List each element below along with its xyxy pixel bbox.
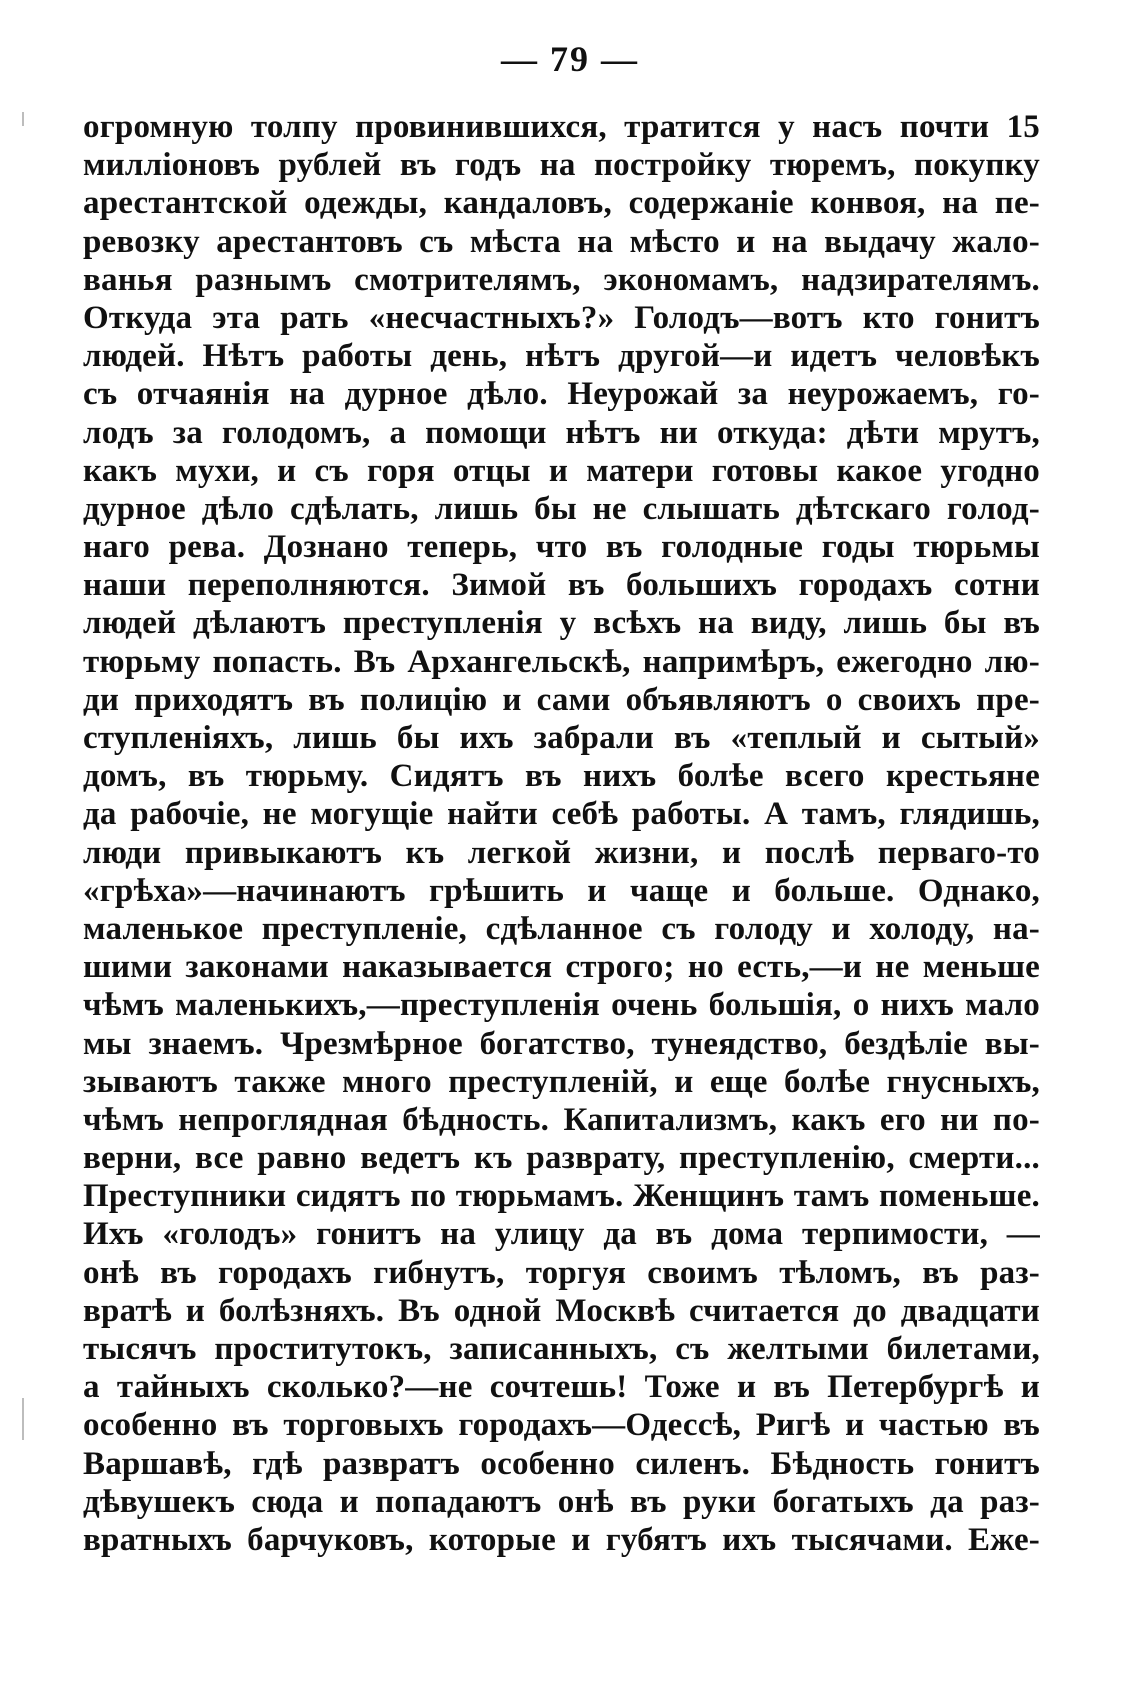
- text-line: зываютъ также много преступленій, и еще болѣе гнусныхъ,: [83, 1063, 1040, 1100]
- text-line: ди приходятъ въ полицію и сами объявляютъ о своихъ пре-: [83, 681, 1040, 718]
- text-line: людей. Нѣтъ работы день, нѣтъ другой—и идетъ человѣкъ: [83, 338, 1040, 375]
- text-line: мы знаемъ. Чрезмѣрное богатство, тунеядство, бездѣліе вы-: [83, 1025, 1040, 1062]
- text-line: особенно въ торговыхъ городахъ—Одессѣ, Ригѣ и частью въ: [83, 1407, 1040, 1444]
- text-line: шими законами наказывается строго; но есть,—и не меньше: [83, 949, 1040, 986]
- margin-mark: [22, 1398, 24, 1440]
- text-line: онѣ въ городахъ гибнутъ, торгуя своимъ тѣломъ, въ раз-: [83, 1254, 1040, 1291]
- margin-mark: [22, 112, 24, 126]
- text-line: вратѣ и болѣзняхъ. Въ одной Москвѣ считается до двадцати: [83, 1292, 1040, 1329]
- text-line: а тайныхъ сколько?—не сочтешь! Тоже и въ Петербургѣ и: [83, 1369, 1040, 1406]
- text-line: ступленіяхъ, лишь бы ихъ забрали въ «теплый и сытый»: [83, 720, 1040, 756]
- text-line: дѣвушекъ сюда и попадаютъ онѣ въ руки богатыхъ да раз-: [83, 1483, 1040, 1520]
- text-line: да рабочіе, не могущіе найти себѣ работы. А тамъ, глядишь,: [83, 796, 1040, 833]
- text-line: верни, все равно ведетъ къ разврату, преступленію, смерти...: [83, 1140, 1040, 1177]
- text-line: милліоновъ рублей въ годъ на постройку тюремъ, покупку: [83, 147, 1040, 184]
- text-line: чѣмъ маленькихъ,—преступленія очень большія, о нихъ мало: [83, 987, 1040, 1024]
- text-line: дурное дѣло сдѣлать, лишь бы не слышать дѣтскаго голод-: [83, 490, 1040, 527]
- text-line: Варшавѣ, гдѣ развратъ особенно силенъ. Бѣдность гонитъ: [83, 1445, 1040, 1482]
- text-line: «грѣха»—начинаютъ грѣшить и чаще и больше. Однако,: [83, 872, 1040, 909]
- text-line: вратныхъ барчуковъ, которые и губятъ ихъ тысячами. Еже-: [83, 1521, 1040, 1558]
- text-line: Преступники сидятъ по тюрьмамъ. Женщинъ тамъ поменьше.: [83, 1178, 1040, 1215]
- text-line: какъ мухи, и съ горя отцы и матери готовы какое угодно: [83, 452, 1040, 489]
- text-line: лодъ за голодомъ, а помощи нѣтъ ни откуда: дѣти мрутъ,: [83, 414, 1040, 451]
- text-line: Ихъ «голодъ» гонитъ на улицу да въ дома терпимости, —: [83, 1216, 1040, 1253]
- text-line: ревозку арестантовъ съ мѣста на мѣсто и на выдачу жало-: [83, 223, 1040, 260]
- text-line: огромную толпу провинившихся, тратится у насъ почти 15: [83, 109, 1040, 145]
- text-line: ванья разнымъ смотрителямъ, экономамъ, надзирателямъ.: [83, 261, 1040, 298]
- text-line: наши переполняются. Зимой въ большихъ городахъ сотни: [83, 567, 1040, 604]
- text-line: чѣмъ непроглядная бѣдность. Капитализмъ, какъ его ни по-: [83, 1101, 1040, 1138]
- text-line: съ отчаянія на дурное дѣло. Неурожай за неурожаемъ, го-: [83, 376, 1040, 413]
- text-line: тысячъ проститутокъ, записанныхъ, съ желтыми билетами,: [83, 1331, 1040, 1367]
- text-line: арестантской одежды, кандаловъ, содержаніе конвоя, на пе-: [83, 185, 1040, 222]
- text-line: люди привыкаютъ къ легкой жизни, и послѣ перваго-то: [83, 834, 1040, 871]
- text-line: тюрьму попасть. Въ Архангельскѣ, напримѣръ, ежегодно лю-: [83, 643, 1040, 680]
- text-line: людей дѣлаютъ преступленія у всѣхъ на виду, лишь бы въ: [83, 605, 1040, 642]
- text-line: Откуда эта рать «несчастныхъ?» Голодъ—вотъ кто гонитъ: [83, 299, 1040, 336]
- text-line: маленькое преступленіе, сдѣланное съ голоду и холоду, на-: [83, 910, 1040, 947]
- page-number: — 79 —: [501, 39, 639, 79]
- text-line: наго рева. Дознано теперь, что въ голодные годы тюрьмы: [83, 529, 1040, 566]
- text-line: домъ, въ тюрьму. Сидятъ въ нихъ болѣе всего крестьяне: [83, 758, 1040, 795]
- body-text: [83, 108, 1040, 1559]
